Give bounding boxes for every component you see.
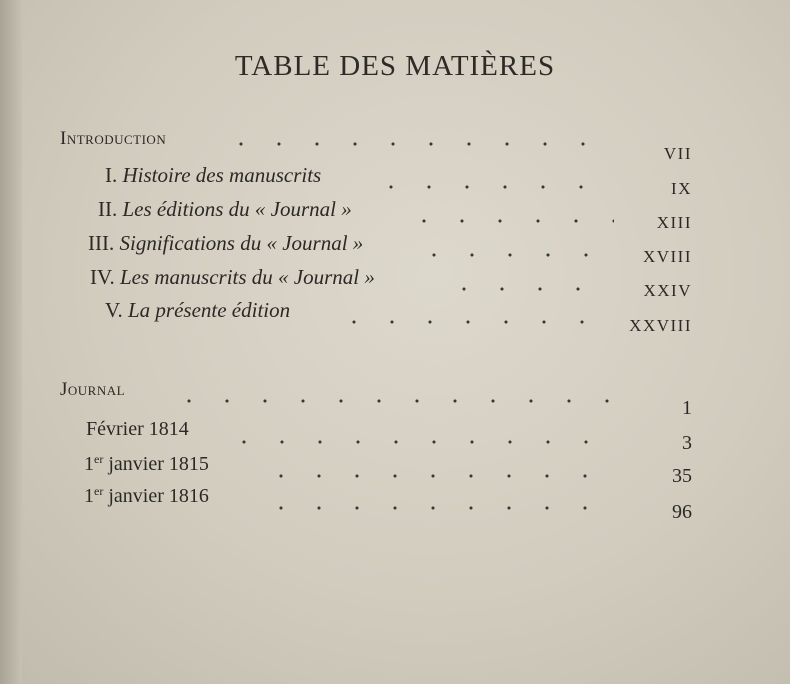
ordinal-suffix: er (94, 452, 104, 466)
section-numeral: I. (105, 163, 118, 187)
toc-entry-date[interactable] (0, 484, 790, 523)
toc-entry-label: Février 1814 (86, 418, 189, 440)
toc-page-number: XVIII (642, 247, 692, 266)
section-title: La présente édition (127, 298, 291, 322)
section-title: Les manuscrits du « Journal » (119, 265, 375, 289)
dot-leader (262, 504, 614, 512)
dot-leader (262, 472, 614, 480)
toc-entry-label (84, 452, 209, 476)
toc-entry-label (98, 197, 352, 222)
toc-page-number: VII (663, 144, 692, 163)
section-title: Les éditions du « Journal » (122, 197, 352, 221)
dot-leader (222, 140, 614, 148)
toc-entry-section[interactable] (0, 265, 790, 299)
toc-entry-label (84, 484, 209, 508)
dot-leader (335, 318, 614, 326)
toc-page-number: 35 (672, 465, 692, 487)
section-numeral: IV. (90, 265, 115, 289)
toc-entry-label (105, 163, 321, 188)
toc-entry-section[interactable] (0, 197, 790, 231)
section-numeral: V. (105, 298, 123, 322)
toc-entry-introduction[interactable] (0, 126, 790, 163)
toc-entry-date[interactable] (0, 452, 790, 486)
toc-entry-label (90, 265, 375, 290)
toc-entry-section[interactable] (0, 231, 790, 265)
date-rest: janvier 1815 (108, 453, 209, 475)
toc-page-number: 3 (682, 432, 692, 454)
dot-leader (170, 397, 614, 405)
toc-entry-label (88, 231, 363, 256)
day-number: 1 (84, 453, 94, 475)
toc-page-number: IX (671, 179, 692, 198)
date-rest: janvier 1816 (108, 485, 209, 507)
section-title: Significations du « Journal » (119, 231, 364, 255)
toc-page-number: 1 (682, 397, 692, 419)
toc-heading-label: Journal (60, 379, 126, 400)
page-edge (0, 0, 22, 684)
day-number: 1 (84, 485, 94, 507)
section-numeral: II. (98, 197, 118, 221)
dot-leader (225, 438, 614, 446)
toc-entry-section[interactable] (0, 163, 790, 197)
dot-leader (415, 251, 614, 259)
dot-leader (445, 285, 614, 293)
toc-entry-label (105, 298, 290, 323)
dot-leader (405, 217, 614, 225)
ordinal-suffix: er (94, 484, 104, 498)
toc-page-number: XIII (656, 213, 692, 232)
section-numeral: III. (88, 231, 115, 255)
toc-page-number: XXVIII (629, 316, 692, 335)
toc-entry-date[interactable] (0, 418, 790, 452)
toc-entry-section[interactable] (0, 298, 790, 335)
dot-leader (372, 183, 614, 191)
toc-page-number: XXIV (643, 281, 692, 300)
toc-page-number: 96 (672, 501, 692, 523)
page-title: TABLE DES MATIÈRES (234, 50, 556, 82)
toc-heading-label: Introduction (60, 128, 167, 149)
toc-entry-journal[interactable] (0, 377, 790, 419)
section-title: Histoire des manuscrits (122, 163, 322, 187)
